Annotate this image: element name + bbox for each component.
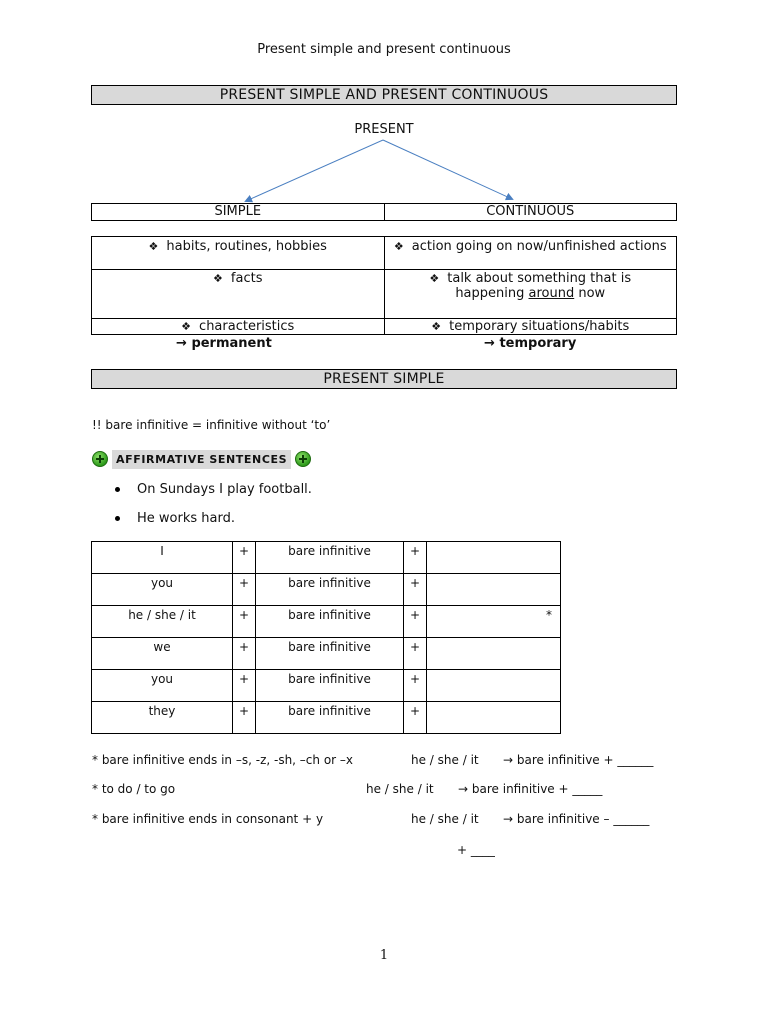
blank-cell — [427, 542, 561, 574]
temporary-label: → temporary — [484, 336, 577, 351]
rule-1-subject: he / she / it — [411, 753, 479, 767]
table-row — [92, 638, 561, 670]
plus-cell: + — [404, 702, 427, 734]
example-sentence-1: On Sundays I play football. — [137, 482, 312, 497]
star-cell: * — [427, 606, 561, 638]
arrow-right-icon: → — [484, 336, 495, 351]
rule-2-condition: * to do / to go — [92, 782, 176, 796]
diamond-bullet-icon: ❖ — [148, 240, 159, 253]
verb-cell: bare infinitive — [256, 606, 404, 638]
diamond-bullet-icon: ❖ — [213, 272, 223, 285]
verb-cell: bare infinitive — [256, 574, 404, 606]
table-row — [92, 574, 561, 606]
rule-3-subject: he / she / it — [411, 812, 479, 826]
blank-cell — [427, 702, 561, 734]
arrow-right-icon: → — [176, 336, 187, 351]
list-item — [115, 511, 235, 526]
section-banner-present-simple: PRESENT SIMPLE — [91, 369, 677, 389]
subject-cell: we — [92, 638, 233, 670]
green-plus-icon — [92, 451, 108, 467]
plus-cell: + — [233, 670, 256, 702]
table-row — [92, 670, 561, 702]
page-number: 1 — [379, 948, 389, 963]
verb-cell: bare infinitive — [256, 702, 404, 734]
tree-arrows — [0, 0, 768, 220]
plus-cell: + — [233, 702, 256, 734]
bullet-dot-icon — [115, 516, 120, 521]
plus-cell: + — [404, 574, 427, 606]
rule-2-result: → bare infinitive + _____ — [458, 782, 603, 796]
plus-cell: + — [404, 638, 427, 670]
verb-cell: bare infinitive — [256, 638, 404, 670]
verb-cell: bare infinitive — [256, 542, 404, 574]
tense-header-table — [91, 203, 677, 221]
affirmative-heading — [92, 448, 311, 470]
example-sentence-2: He works hard. — [137, 511, 235, 526]
subject-cell: he / she / it — [92, 606, 233, 638]
rule-3-condition: * bare infinitive ends in consonant + y — [92, 812, 324, 826]
continuous-use-3: temporary situations/habits — [449, 319, 630, 334]
tree-arrow-left — [246, 140, 383, 201]
rule-2-subject: he / she / it — [366, 782, 434, 796]
title-banner: PRESENT SIMPLE AND PRESENT CONTINUOUS — [91, 85, 677, 105]
blank-cell — [427, 670, 561, 702]
arrow-right-icon: → — [503, 812, 514, 826]
continuous-header: CONTINUOUS — [384, 204, 677, 221]
plus-cell: + — [404, 606, 427, 638]
bare-infinitive-note: !! bare infinitive = infinitive without ‘to’ — [92, 418, 331, 432]
simple-use-cell — [92, 319, 385, 335]
rule-1-result: → bare infinitive + ______ — [503, 753, 654, 767]
tree-arrow-right — [383, 140, 512, 199]
underlined-word: around — [528, 286, 575, 301]
subject-cell: I — [92, 542, 233, 574]
continuous-use-cell: ❖ talk about something that is happening around now — [384, 270, 677, 319]
plus-cell: + — [233, 606, 256, 638]
plus-cell: + — [404, 670, 427, 702]
diamond-bullet-icon: ❖ — [431, 320, 442, 333]
simple-header: SIMPLE — [92, 204, 385, 221]
simple-use-2: facts — [230, 271, 263, 286]
verb-cell: bare infinitive — [256, 670, 404, 702]
diamond-bullet-icon: ❖ — [429, 272, 440, 285]
blank-cell — [427, 638, 561, 670]
continuous-use-1: action going on now/unfinished actions — [411, 239, 667, 254]
rule-3-extra: + ____ — [457, 843, 495, 857]
green-plus-icon — [295, 451, 311, 467]
table-row — [92, 702, 561, 734]
simple-use-1: habits, routines, hobbies — [166, 239, 327, 254]
continuous-use-2-text: talk about something that is happening — [447, 271, 632, 301]
continuous-use-cell — [384, 237, 677, 270]
bullet-dot-icon — [115, 487, 120, 492]
blank-cell — [427, 574, 561, 606]
uses-table — [91, 236, 677, 335]
arrow-right-icon: → — [503, 753, 514, 767]
plus-cell: + — [233, 574, 256, 606]
plus-cell: + — [233, 542, 256, 574]
arrow-right-icon: → — [458, 782, 469, 796]
permanent-label: → permanent — [176, 336, 272, 351]
table-row — [92, 606, 561, 638]
conjugation-table — [91, 541, 561, 734]
affirmative-label: AFFIRMATIVE SENTENCES — [112, 450, 291, 469]
continuous-use-cell — [384, 319, 677, 335]
subject-cell: you — [92, 670, 233, 702]
subject-cell: you — [92, 574, 233, 606]
page-header: Present simple and present continuous — [257, 42, 511, 57]
simple-use-3: characteristics — [199, 319, 295, 334]
plus-cell: + — [233, 638, 256, 670]
table-row — [92, 542, 561, 574]
subject-cell: they — [92, 702, 233, 734]
diamond-bullet-icon: ❖ — [393, 240, 404, 253]
diamond-bullet-icon: ❖ — [181, 320, 192, 333]
rule-1-condition: * bare infinitive ends in –s, -z, -sh, –ch or –x — [92, 753, 354, 767]
simple-use-cell — [92, 237, 385, 270]
list-item — [115, 482, 312, 497]
plus-cell: + — [404, 542, 427, 574]
rule-3-result: → bare infinitive – ______ — [503, 812, 650, 826]
tree-root-label: PRESENT — [354, 122, 414, 137]
simple-use-cell — [92, 270, 385, 319]
